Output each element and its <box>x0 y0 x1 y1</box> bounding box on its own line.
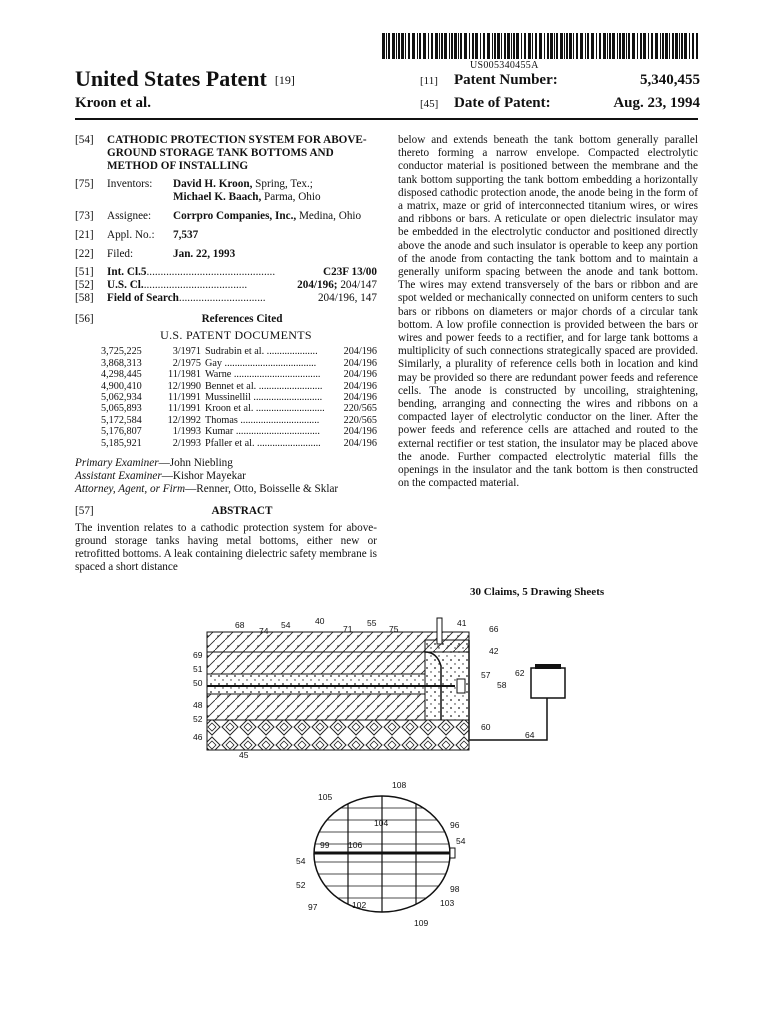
figure-label: 75 <box>389 624 399 634</box>
reference-name: Kroon et al. ........................... <box>205 403 325 415</box>
header-rule <box>75 118 698 120</box>
figure-label: 51 <box>193 664 203 674</box>
abstract-title: ABSTRACT <box>211 505 273 518</box>
attorney-name: —Renner, Otto, Boisselle & Sklar <box>185 482 339 495</box>
assistant-examiner-label: Assistant Examiner <box>75 469 162 482</box>
inventors-short: Kroon et al. <box>75 95 151 111</box>
assignee-value <box>173 210 377 223</box>
figure-label: 69 <box>193 650 203 660</box>
figure-label: 97 <box>308 902 318 912</box>
inventors-field <box>75 178 377 204</box>
reference-date: 12/1992 <box>167 414 201 426</box>
reference-row <box>75 381 377 392</box>
figure-label: 50 <box>193 678 203 688</box>
figure-2-detail <box>290 778 480 928</box>
us-cl-field <box>75 279 377 292</box>
figure-label: 41 <box>457 618 467 628</box>
figure-label: 60 <box>481 722 491 732</box>
references-list <box>75 346 377 449</box>
field-code: [58] <box>75 291 94 304</box>
reference-name: Kumar ................................. <box>205 426 320 438</box>
filed-field <box>75 248 377 261</box>
figure-label: 62 <box>515 668 525 678</box>
figure-label: 108 <box>392 780 407 790</box>
field-code: [21] <box>75 228 94 241</box>
reference-name: Sudrabin et al. .................... <box>205 346 318 358</box>
figure-label: 42 <box>489 646 499 656</box>
appl-number: 7,537 <box>173 228 199 241</box>
figure-label: 99 <box>320 840 330 850</box>
attorney <box>75 483 377 496</box>
figure-label: 58 <box>497 680 507 690</box>
field-code: [75] <box>75 178 94 191</box>
reference-name: Gay .................................... <box>205 357 317 369</box>
title-text: United States Patent <box>75 66 267 91</box>
assistant-examiner <box>75 470 377 483</box>
reference-cls: 204/196 <box>343 346 377 358</box>
reference-date: 11/1991 <box>167 391 201 403</box>
patent-date: Aug. 23, 1994 <box>613 95 700 111</box>
reference-date: 2/1975 <box>172 357 201 369</box>
leader-dots: ..................................... <box>143 279 248 292</box>
reference-num: 3,725,225 <box>101 346 142 358</box>
reference-num: 4,900,410 <box>101 380 142 392</box>
field-label: Appl. No.: <box>107 228 155 241</box>
reference-row <box>75 403 377 414</box>
us-patent-documents-heading: U.S. PATENT DOCUMENTS <box>160 327 312 342</box>
inventor-location: Parma, Ohio <box>264 191 321 204</box>
figure-label: 46 <box>193 732 203 742</box>
inventor-location: Spring, Tex.; <box>255 178 313 191</box>
figure-label: 45 <box>239 750 249 760</box>
field-code: [54] <box>75 134 94 146</box>
reference-name: Thomas ............................... <box>205 414 320 426</box>
figure-label: 71 <box>343 624 353 634</box>
reference-cls: 204/196 <box>343 391 377 403</box>
filed-date: Jan. 22, 1993 <box>173 247 236 260</box>
figure-label: 96 <box>450 820 460 830</box>
figure-1-cross-section <box>185 610 575 770</box>
reference-cls: 204/196 <box>343 426 377 438</box>
figure-label: 54 <box>281 620 291 630</box>
assignee-field <box>75 210 377 223</box>
inventors-value <box>173 178 377 204</box>
reference-date: 1/1993 <box>172 426 201 438</box>
reference-num: 5,062,934 <box>101 391 142 403</box>
date-line <box>420 95 700 112</box>
reference-num: 5,185,921 <box>101 437 142 449</box>
reference-row <box>75 438 377 449</box>
references-title: References Cited <box>201 312 283 325</box>
figure-label: 57 <box>481 670 491 680</box>
bibliographic-column <box>75 134 377 573</box>
title-code: [19] <box>274 73 295 88</box>
reference-name: Bennet et al. ......................... <box>205 380 323 392</box>
search-value: 204/196, 147 <box>317 291 377 304</box>
reference-cls: 204/196 <box>343 357 377 369</box>
figure-label: 103 <box>440 898 455 908</box>
us-cl-secondary: 204/147 <box>337 279 377 292</box>
field-code: [22] <box>75 247 94 260</box>
patent-number-code: [11] <box>420 75 438 87</box>
us-cl-primary: 204/196; <box>297 279 338 292</box>
reference-cls: 204/196 <box>343 380 377 392</box>
abstract-heading <box>75 505 377 518</box>
reference-date: 11/1991 <box>167 403 201 415</box>
figure-label: 54 <box>296 856 306 866</box>
reference-date: 2/1993 <box>172 437 201 449</box>
field-label: Int. Cl.5 <box>107 266 147 279</box>
attorney-label: Attorney, Agent, or Firm <box>75 482 186 495</box>
reference-cls: 204/196 <box>343 369 377 381</box>
reference-date: 12/1990 <box>167 380 201 392</box>
claims-summary: 30 Claims, 5 Drawing Sheets <box>470 586 605 598</box>
reference-date: 11/1981 <box>167 369 201 381</box>
reference-row <box>75 415 377 426</box>
reference-row <box>75 346 377 357</box>
figure-label: 105 <box>318 792 333 802</box>
reference-num: 5,176,807 <box>101 426 142 438</box>
reference-cls: 220/565 <box>343 414 377 426</box>
reference-num: 5,065,893 <box>101 403 142 415</box>
barcode <box>382 33 698 59</box>
figure-label: 104 <box>374 818 389 828</box>
examiners-block <box>75 457 377 495</box>
figure-label: 102 <box>352 900 367 910</box>
figure-label: 48 <box>193 700 203 710</box>
reference-name: Warne .................................. <box>205 369 321 381</box>
figure-label: 68 <box>235 620 245 630</box>
reference-row <box>75 426 377 437</box>
field-label: Field of Search <box>107 291 179 304</box>
field-label: Assignee: <box>107 209 152 222</box>
assignee-name: Corrpro Companies, Inc., <box>173 209 297 222</box>
figure-label: 74 <box>259 626 269 636</box>
appl-field <box>75 229 377 242</box>
reference-row <box>75 358 377 369</box>
figure-label: 52 <box>296 880 306 890</box>
figure-label: 40 <box>315 616 325 626</box>
figure-label: 109 <box>414 918 429 928</box>
reference-num: 3,868,313 <box>101 357 142 369</box>
figure-label: 55 <box>367 618 377 628</box>
leader-dots: .............................................. <box>146 266 276 279</box>
leader-dots: ............................... <box>178 291 266 304</box>
field-code: [73] <box>75 209 94 222</box>
search-field <box>75 292 377 305</box>
inventor-name: Michael K. Baach, <box>173 191 262 204</box>
figure-label: 98 <box>450 884 460 894</box>
field-label: U.S. Cl. <box>107 279 144 292</box>
figure-label: 64 <box>525 730 535 740</box>
references-heading <box>75 313 377 326</box>
us-cl-value <box>297 279 377 292</box>
field-label: Inventors: <box>107 178 153 191</box>
figure-label: 54 <box>456 836 466 846</box>
assignee-location: Medina, Ohio <box>298 209 362 222</box>
figure-label: 106 <box>348 840 363 850</box>
reference-name: Mussinellil ........................... <box>205 391 323 403</box>
assistant-examiner-name: —Kishor Mayekar <box>161 469 246 482</box>
title-field <box>75 134 377 172</box>
reference-num: 5,172,584 <box>101 414 142 426</box>
patent-office-title <box>75 66 295 92</box>
reference-cls: 220/565 <box>343 403 377 415</box>
primary-examiner <box>75 457 377 470</box>
reference-name: Pfaller et al. ......................... <box>205 437 321 449</box>
barcode-number: US005340455A <box>470 60 539 71</box>
inventor-name: David H. Kroon, <box>173 178 253 191</box>
patent-number: 5,340,455 <box>640 72 700 88</box>
int-cl-value: C23F 13/00 <box>323 266 377 279</box>
patent-number-line <box>420 72 700 89</box>
field-code: [57] <box>75 505 94 518</box>
field-code: [56] <box>75 312 94 325</box>
abstract-text-right: below and extends beneath the tank bottom generally parallel thereto forming a narrow envelope. Compacted electrolytic conductor material is positioned between the membrane and the tank bottom supporting the tank bottom embedding a horizontally disposed cathodic protection anode, the anode being in the form of a matrix, maze or grid of interconnected titanium wires, or wires and ribbons or bars. A reticulate or open dielectric insulator may be embedded in the electrolytic conductor and positioned directly above the anode and such insulator is operable to keep any portion of the anode from contacting the tank bottom and to maintain a generally uniform spacing between the anode and tank bottom. The wires may extend transversely of the bars or ribbon and are spot welded or mechanically connected on uniform centers to such bars or ribbons on diameters or major chords of a circular tank bottom. A low profile connection is provided between the bars or wires and power feeds to a rectifier, and for large tank bottoms a multiplicity of such connections strategically spaced are provided. Similarly, a plurality of reference cells both in location and kind may be provided so there are redundant power feeds and reference cells. The anode is constructed by uncoiling, straightening, bending, arranging and connecting the wires and ribbons on a compacted layer of electrolytic conductor on the liner. After the power feeds and reference cells are attached and routed to the external rectifier or test station, the insulator may be placed above the anode. Further compacted electrolytic material fills the openings in the insulator and the tank bottom is then constructed on the compacted material. <box>398 134 698 490</box>
date-label: Date of Patent: <box>454 95 551 111</box>
invention-title: CATHODIC PROTECTION SYSTEM FOR ABOVE-GROUND STORAGE TANK BOTTOMS AND METHOD OF INSTALLING <box>107 134 367 172</box>
reference-num: 4,298,445 <box>101 369 142 381</box>
figure-label: 52 <box>193 714 203 724</box>
reference-row <box>75 369 377 380</box>
primary-examiner-name: —John Niebling <box>158 457 233 470</box>
reference-date: 3/1971 <box>172 346 201 358</box>
figure-label: 66 <box>489 624 499 634</box>
field-label: Filed: <box>107 247 134 260</box>
date-code: [45] <box>420 98 439 110</box>
field-code: [51] <box>75 266 94 279</box>
field-code: [52] <box>75 279 94 292</box>
reference-row <box>75 392 377 403</box>
abstract-text-left: The invention relates to a cathodic protection system for above-ground storage tanks having metal bottoms, either new or retrofitted bottoms. A leak containing dielectric safety membrane is spaced a short distance <box>75 522 377 573</box>
int-cl-field <box>75 266 377 279</box>
primary-examiner-label: Primary Examiner <box>75 457 159 470</box>
reference-cls: 204/196 <box>343 437 377 449</box>
patent-number-label: Patent Number: <box>454 72 558 88</box>
